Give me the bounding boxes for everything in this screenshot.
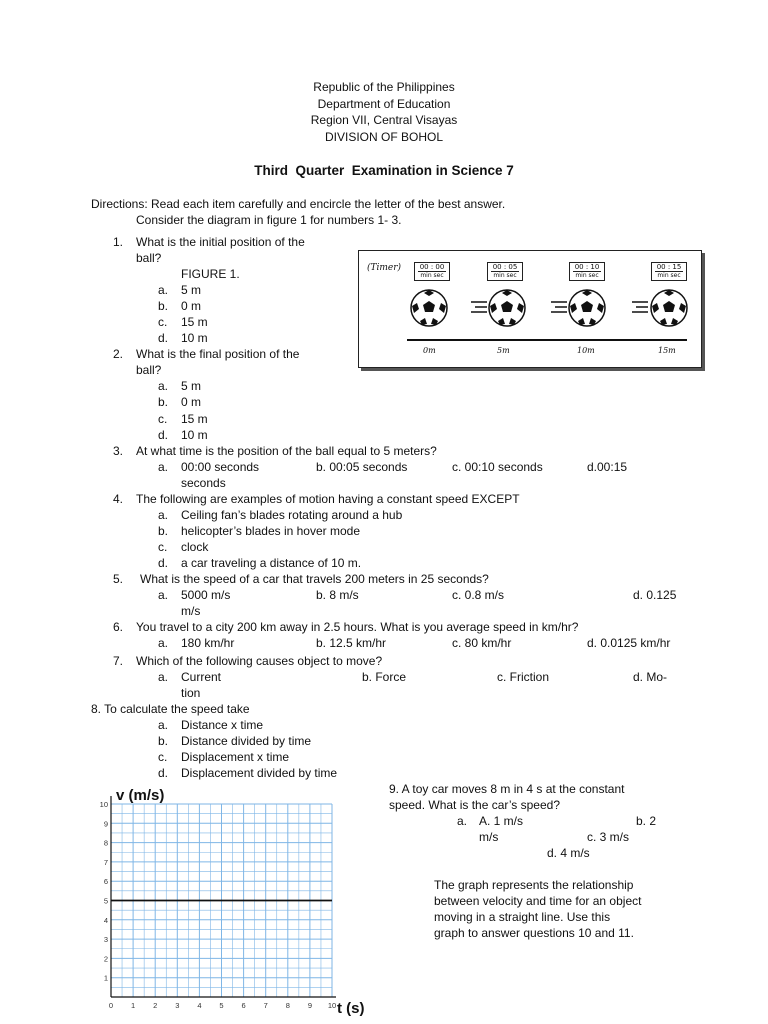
q3-opt-a: 00:00 seconds [181,460,260,474]
q1-opt-d-letter: d. [158,331,169,345]
y-tick-label: 5 [103,896,108,906]
directions-line1: Directions: Read each item carefully and encircle the letter of the best answer. [91,197,506,211]
q8-opt-d-letter: d. [158,766,169,780]
timer-time: 00 : 00 [419,263,445,271]
timer-time: 00 : 10 [574,263,600,271]
q1-opt-b-letter: b. [158,299,169,313]
x-axis-label: t (s) [337,1000,365,1017]
graph-note-line2: between velocity and time for an object [434,894,642,908]
distance-label: 5m [497,346,510,355]
q2-opt-a-letter: a. [158,379,169,393]
q8-opt-c-letter: c. [158,750,168,764]
q8-opt-a: Distance x time [181,718,264,732]
y-tick-label: 2 [103,954,108,964]
timer-units: min sec [573,271,601,280]
y-tick-label: 1 [103,973,108,983]
q6-text: You travel to a city 200 km away in 2.5 hours. What is you average speed in km/hr? [136,620,579,634]
velocity-time-graph [90,780,380,1020]
q8-opt-d: Displacement divided by time [181,766,338,780]
graph-note-line4: graph to answer questions 10 and 11. [434,926,634,940]
q2-opt-b: 0 m [181,395,202,409]
x-tick-label: 6 [241,1001,246,1010]
q7-opt-d-cont: tion [181,686,201,700]
figure1-diagram [358,250,702,368]
q5-opt-c: c. 0.8 m/s [452,588,505,602]
q6-opt-a: 180 km/hr [181,636,235,650]
q4-opt-c: clock [181,540,209,554]
q3-opt-d: d.00:15 [587,460,628,474]
q9-opt-c: c. 3 m/s [587,830,630,844]
q1-opt-d: 10 m [181,331,208,345]
x-tick-label: 2 [153,1001,158,1010]
motion-lines-icon [549,297,569,317]
q1-number: 1. [113,235,124,249]
q1-opt-a: 5 m [181,283,202,297]
q9-text2: speed. What is the car’s speed? [389,798,560,812]
x-tick-label: 1 [131,1001,136,1010]
q8-opt-b: Distance divided by time [181,734,312,748]
q9-text1: 9. A toy car moves 8 m in 4 s at the constant [389,782,625,796]
timer-box [651,262,687,281]
x-tick-labels [109,1001,336,1010]
q1-text2: ball? [136,251,162,265]
header-republic: Republic of the Philippines [313,80,455,94]
y-tick-label: 3 [103,935,108,945]
q1-opt-c-letter: c. [158,315,168,329]
track-line [407,339,687,341]
q6-opt-b: b. 12.5 km/hr [316,636,387,650]
y-axis-label: v (m/s) [116,787,165,804]
distance-label: 10m [577,346,595,355]
y-tick-label: 4 [103,915,108,925]
q5-text: What is the speed of a car that travels 200 meters in 25 seconds? [140,572,489,586]
q4-opt-a: Ceiling fan’s blades rotating around a hub [181,508,403,522]
exam-title: Third Quarter Examination in Science 7 [254,163,514,178]
header-department: Department of Education [317,96,451,111]
q9-opt-a: A. 1 m/s [479,814,524,828]
q1-opt-c: 15 m [181,315,208,329]
timer-box [414,262,450,281]
timer-units: min sec [418,271,446,280]
x-tick-label: 9 [307,1001,312,1010]
y-tick-label: 8 [103,838,108,848]
figure1-caption: FIGURE 1. [181,267,240,281]
q4-text: The following are examples of motion having a constant speed EXCEPT [136,492,520,506]
q2-number: 2. [113,347,124,361]
q6-opt-a-letter: a. [158,636,169,650]
q9-opt-b: b. 2 [636,814,657,828]
graph-grid [111,796,336,997]
q5-opt-a-letter: a. [158,588,169,602]
q2-opt-c-letter: c. [158,412,168,426]
timer-box [569,262,605,281]
q1-opt-a-letter: a. [158,283,169,297]
q2-text1: What is the final position of the [136,347,300,361]
q7-opt-b: b. Force [362,670,407,684]
soccer-ball-icon [567,288,607,328]
q3-opt-a-letter: a. [158,460,169,474]
graph-note-line1: The graph represents the relationship [434,878,634,892]
q2-opt-d-letter: d. [158,428,169,442]
motion-lines-icon [469,297,489,317]
header-block [0,79,768,145]
q8-opt-c: Displacement x time [181,750,290,764]
header-region: Region VII, Central Visayas [310,113,458,127]
q9-opt-b-cont: m/s [479,830,499,844]
timer-label: (Timer) [367,263,402,273]
q2-opt-d: 10 m [181,428,208,442]
y-tick-label: 6 [103,877,108,887]
soccer-ball-icon [409,288,449,328]
header-division: DIVISION OF BOHOL [324,129,444,144]
q8-opt-a-letter: a. [158,718,169,732]
q8-opt-b-letter: b. [158,734,169,748]
timer-time: 00 : 15 [656,263,682,271]
q6-opt-c: c. 80 km/hr [452,636,512,650]
q1-opt-b: 0 m [181,299,202,313]
y-tick-label: 7 [103,857,108,867]
q7-opt-d: d. Mo- [633,670,668,684]
timer-box [487,262,523,281]
x-tick-label: 4 [197,1001,202,1010]
motion-lines-icon [630,297,650,317]
q2-text2: ball? [136,363,162,377]
q4-number: 4. [113,492,124,506]
timer-time: 00 : 05 [492,263,518,271]
distance-label: 15m [658,346,676,355]
distance-label: 0m [423,346,436,355]
q5-number: 5. [113,572,124,586]
q1-text1: What is the initial position of the [136,235,305,249]
timer-units: min sec [655,271,683,280]
q2-opt-b-letter: b. [158,395,169,409]
q9-opt-a-letter: a. [457,814,468,828]
q4-opt-d-letter: d. [158,556,169,570]
q4-opt-b: helicopter’s blades in hover mode [181,524,360,538]
y-tick-label: 9 [103,819,108,829]
q7-opt-c: c. Friction [497,670,550,684]
x-tick-label: 0 [108,1001,114,1010]
q9-opt-d: d. 4 m/s [547,846,590,860]
q4-opt-d: a car traveling a distance of 10 m. [181,556,362,570]
q8-text: 8. To calculate the speed take [91,702,250,716]
q5-opt-a: 5000 m/s [181,588,231,602]
q7-opt-a: Current [181,670,222,684]
graph-note [434,877,641,941]
q2-opt-a: 5 m [181,379,202,393]
q6-opt-d: d. 0.0125 km/hr [587,636,671,650]
timer-units: min sec [491,271,519,280]
q4-opt-a-letter: a. [158,508,169,522]
x-tick-label: 7 [263,1001,268,1010]
q4-opt-c-letter: c. [158,540,168,554]
y-tick-label: 10 [99,800,108,809]
q5-opt-b: b. 8 m/s [316,588,359,602]
q3-text: At what time is the position of the ball equal to 5 meters? [136,444,437,458]
soccer-ball-icon [487,288,527,328]
graph-note-line3: moving in a straight line. Use this [434,910,611,924]
q7-opt-a-letter: a. [158,670,169,684]
q3-opt-d-cont: seconds [181,476,226,490]
q2-opt-c: 15 m [181,412,208,426]
x-tick-label: 3 [175,1001,180,1010]
q5-opt-d-cont: m/s [181,604,201,618]
q3-number: 3. [113,444,124,458]
q6-number: 6. [113,620,124,634]
x-tick-label: 10 [327,1001,337,1010]
q5-opt-d: d. 0.125 [633,588,677,602]
directions-line2: Consider the diagram in figure 1 for numbers 1- 3. [136,213,402,227]
soccer-ball-icon [649,288,689,328]
q7-number: 7. [113,654,124,668]
q3-opt-b: b. 00:05 seconds [316,460,408,474]
y-tick-labels [100,800,108,983]
q4-opt-b-letter: b. [158,524,169,538]
x-tick-label: 8 [285,1001,290,1010]
x-tick-label: 5 [219,1001,224,1010]
q7-text: Which of the following causes object to move? [136,654,383,668]
q3-opt-c: c. 00:10 seconds [452,460,543,474]
